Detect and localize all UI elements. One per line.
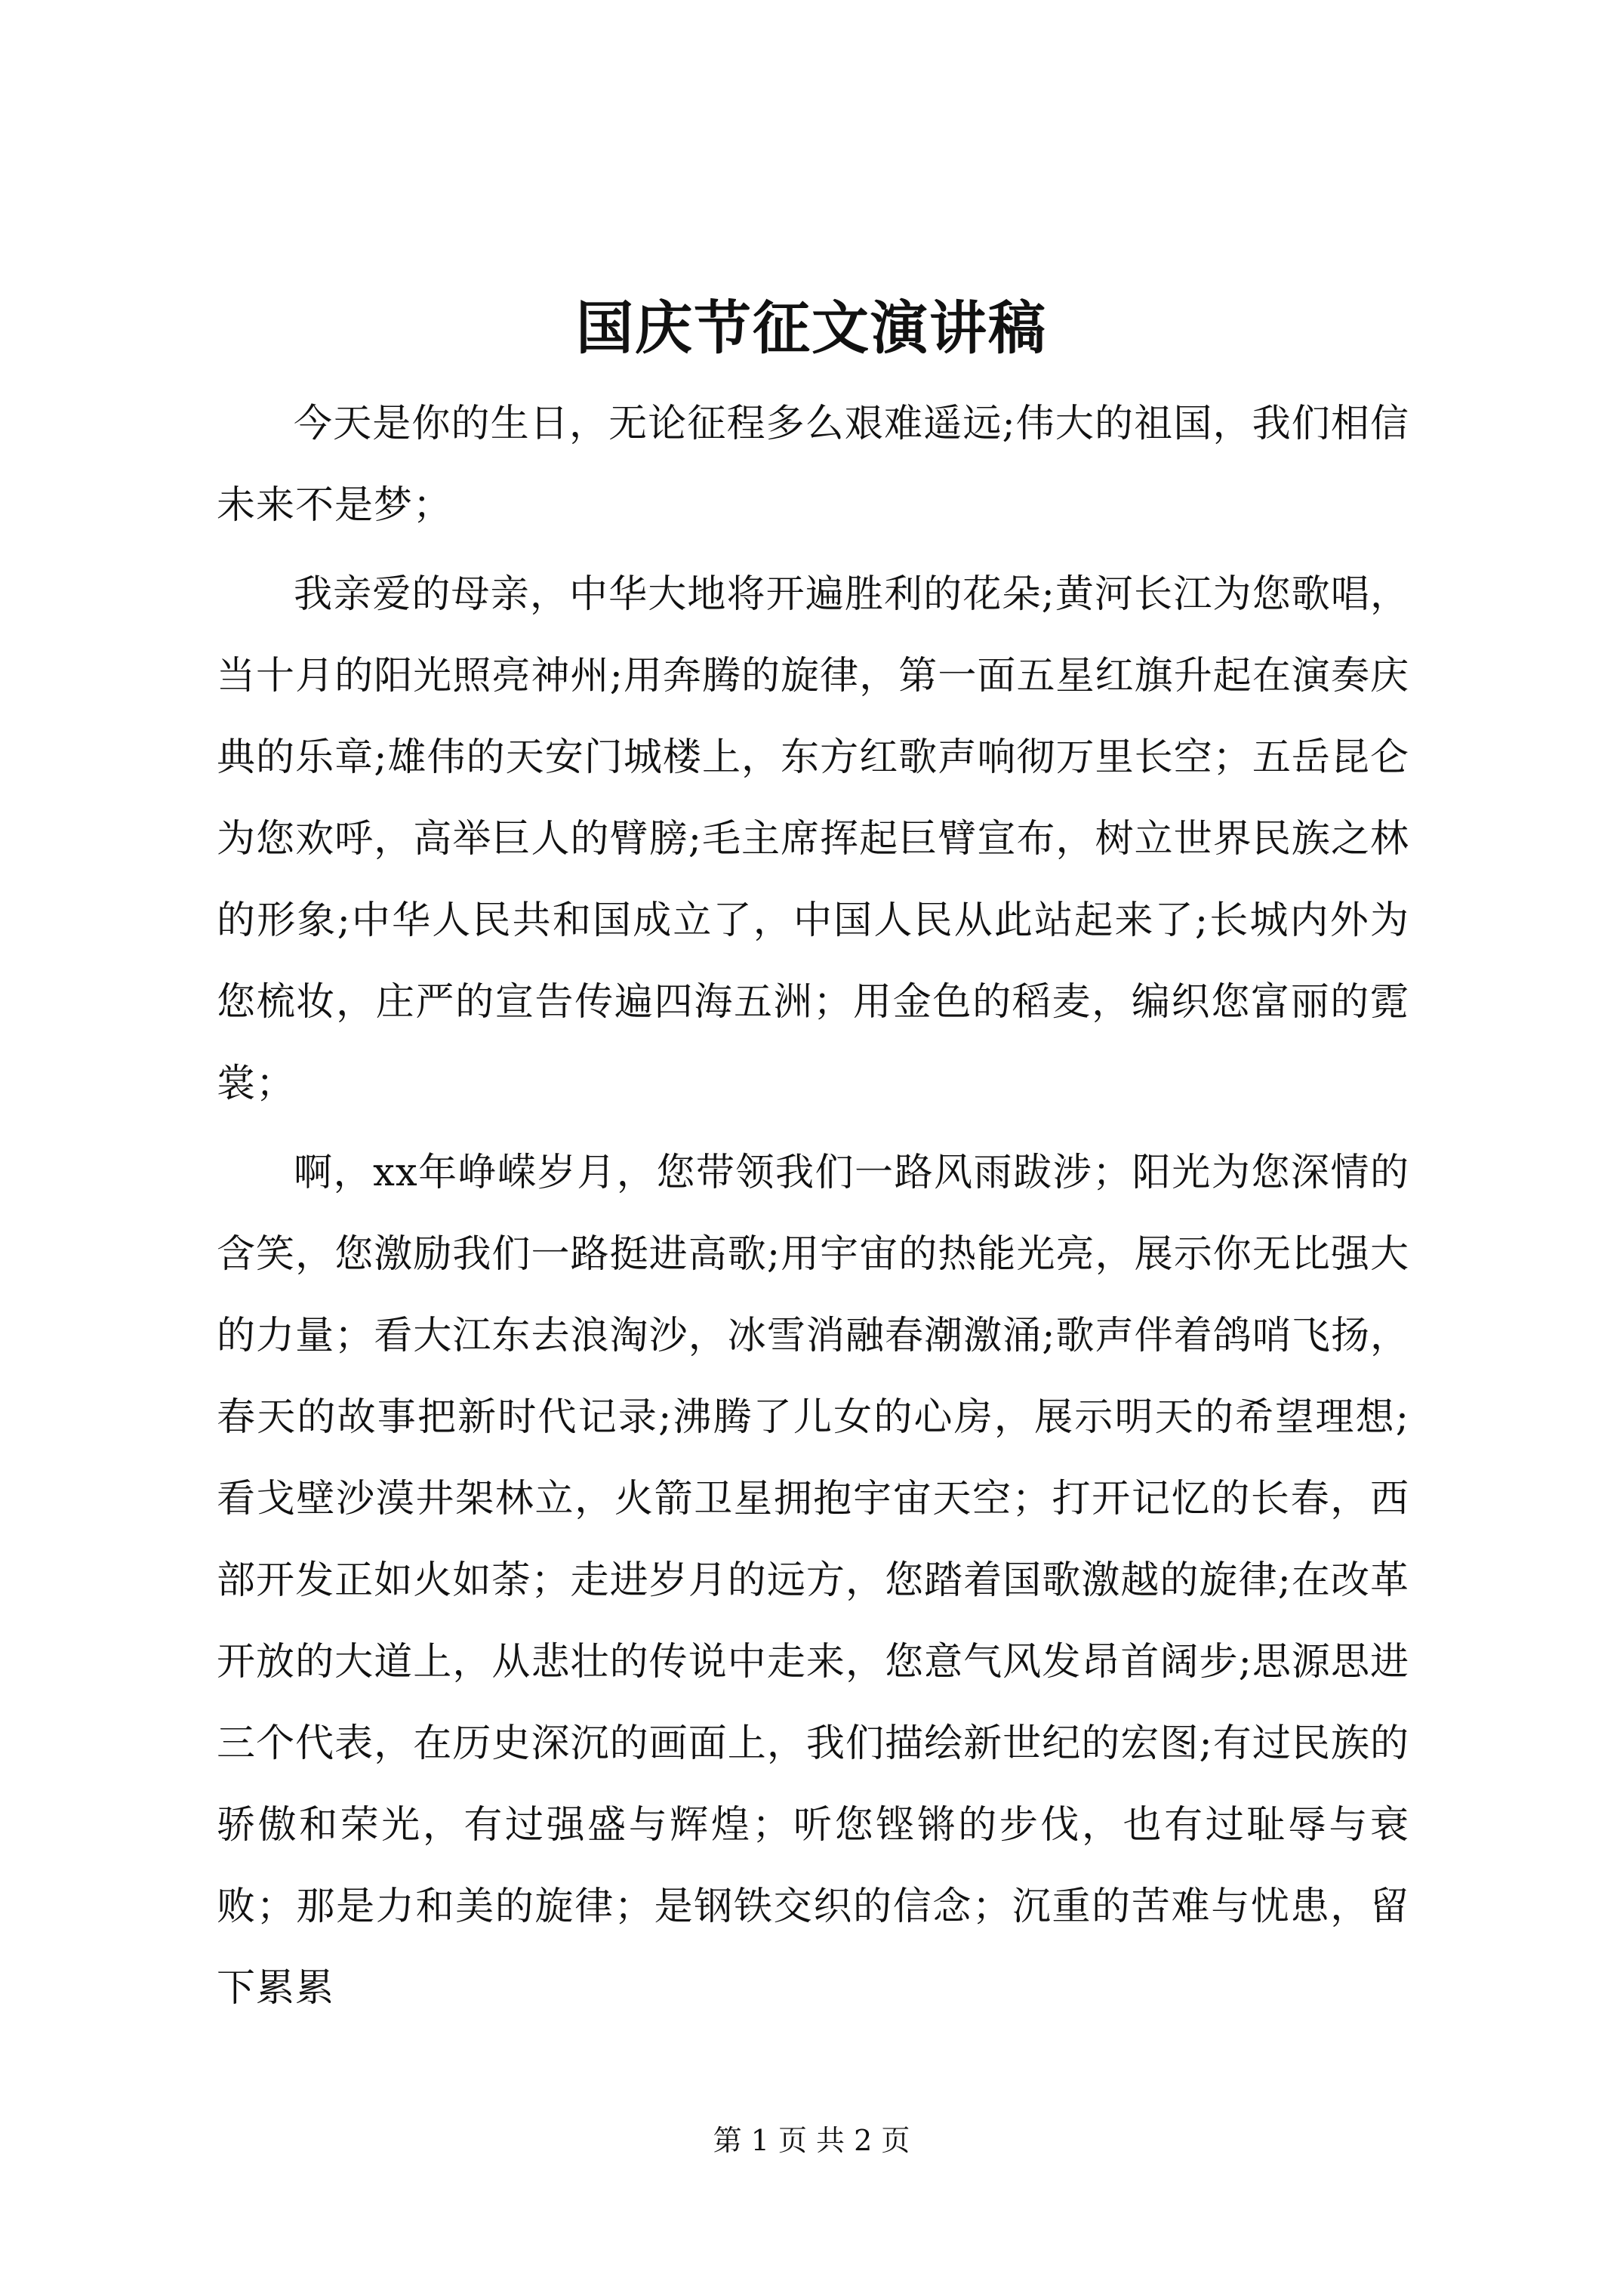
page-footer: 第 1 页 共 2 页 [713, 2124, 910, 2157]
paragraph-1: 今天是你的生日，无论征程多么艰难遥远;伟大的祖国，我们相信未来不是梦； [217, 402, 1409, 528]
document-body [217, 384, 1409, 2037]
paragraph-2: 我亲爱的母亲，中华大地将开遍胜利的花朵;黄河长江为您歌唱，当十月的阳光照亮神州;用奔腾的旋律，第一面五星红旗升起在演奏庆典的乐章;雄伟的天安门城楼上，东方红歌声响彻万里长空；五岳昆仑为您欢呼，高举巨人的臂膀;毛主席挥起巨臂宣布，树立世界民族之林的形象;中华人民共和国成立了，中国人民从此站起来了;长城内外为您梳妆，庄严的宣告传遍四海五洲；用金色的稻麦，编织您富丽的霓裳； [217, 572, 1409, 1106]
paragraph-3: 啊，xx年峥嵘岁月，您带领我们一路风雨跋涉；阳光为您深情的含笑，您激励我们一路挺进高歌;用宇宙的热能光亮，展示你无比强大的力量；看大江东去浪淘沙，冰雪消融春潮激涌;歌声伴着鸽哨飞扬，春天的故事把新时代记录;沸腾了儿女的心房，展示明天的希望理想;看戈壁沙漠井架林立，火箭卫星拥抱宇宙天空；打开记忆的长春，西部开发正如火如荼；走进岁月的远方，您踏着国歌激越的旋律;在改革开放的大道上，从悲壮的传说中走来，您意气风发昂首阔步;思源思进三个代表，在历史深沉的画面上，我们描绘新世纪的宏图;有过民族的骄傲和荣光，有过强盛与辉煌；听您铿锵的步伐，也有过耻辱与衰败；那是力和美的旋律；是钢铁交织的信念；沉重的苦难与忧患，留下累累 [217, 1151, 1409, 2011]
document-title: 国庆节征文演讲稿 [576, 294, 1047, 362]
